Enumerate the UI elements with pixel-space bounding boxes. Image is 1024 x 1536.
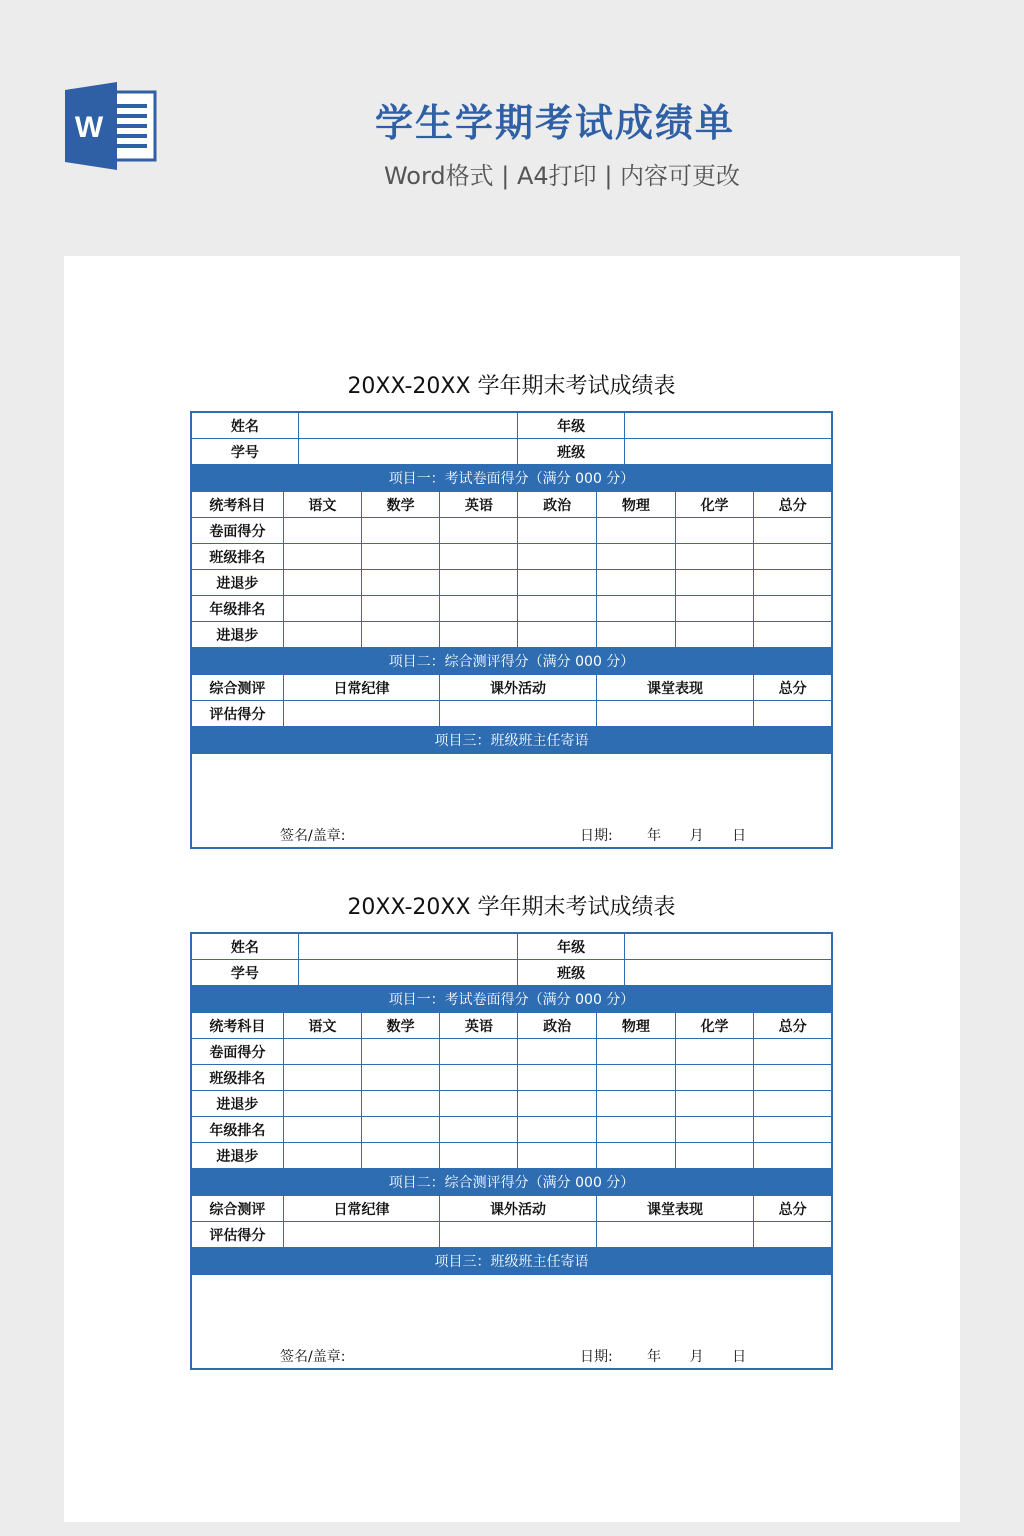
table-row — [191, 518, 832, 544]
score-table — [190, 932, 833, 1370]
score-cell[interactable] — [440, 1143, 518, 1169]
score-cell[interactable] — [675, 1117, 753, 1143]
table-row — [191, 701, 832, 727]
score-cell[interactable] — [518, 570, 596, 596]
score-cell[interactable] — [362, 1039, 440, 1065]
date-label: 日期: — [580, 1349, 613, 1365]
date-label: 日期: — [580, 828, 613, 844]
score-cell[interactable] — [596, 544, 675, 570]
subject-chemistry: 化学 — [675, 492, 753, 518]
class-field[interactable] — [624, 960, 832, 986]
comment-area[interactable] — [191, 1275, 832, 1370]
eval-discipline: 日常纪律 — [283, 675, 439, 701]
score-cell[interactable] — [518, 1065, 596, 1091]
row-label: 班级排名 — [191, 1065, 283, 1091]
date-year: 年 — [647, 828, 662, 844]
score-cell[interactable] — [518, 518, 596, 544]
score-cell[interactable] — [283, 1065, 361, 1091]
score-cell[interactable] — [754, 1143, 832, 1169]
score-cell[interactable] — [440, 544, 518, 570]
score-cell[interactable] — [596, 1117, 675, 1143]
row-label: 卷面得分 — [191, 518, 283, 544]
score-cell[interactable] — [362, 596, 440, 622]
table-row — [191, 570, 832, 596]
row-label: 进退步 — [191, 1143, 283, 1169]
score-cell[interactable] — [675, 544, 753, 570]
row-label: 进退步 — [191, 1091, 283, 1117]
date-month: 月 — [689, 1349, 704, 1365]
eval-cell[interactable] — [596, 701, 753, 727]
page-subtitle: Word格式 | A4打印 | 内容可更改 — [383, 162, 741, 190]
class-label: 班级 — [518, 960, 624, 986]
subject-politics: 政治 — [518, 492, 596, 518]
score-cell[interactable] — [440, 1065, 518, 1091]
score-cell[interactable] — [754, 1039, 832, 1065]
score-cell[interactable] — [362, 1117, 440, 1143]
score-cell[interactable] — [518, 596, 596, 622]
row-label: 卷面得分 — [191, 1039, 283, 1065]
score-cell[interactable] — [596, 622, 675, 648]
score-cell[interactable] — [362, 1065, 440, 1091]
row-label: 年级排名 — [191, 596, 283, 622]
score-cell[interactable] — [283, 1143, 361, 1169]
eval-classroom: 课堂表现 — [596, 1196, 753, 1222]
subject-politics: 政治 — [518, 1013, 596, 1039]
score-cell[interactable] — [362, 622, 440, 648]
score-cell[interactable] — [518, 1091, 596, 1117]
page-title: 学生学期考试成绩单 — [374, 101, 735, 145]
eval-cell[interactable] — [283, 701, 439, 727]
score-cell[interactable] — [596, 570, 675, 596]
id-field[interactable] — [298, 960, 518, 986]
date-year: 年 — [647, 1349, 662, 1365]
score-cell[interactable] — [362, 1091, 440, 1117]
name-field[interactable] — [298, 933, 518, 960]
class-label: 班级 — [518, 439, 624, 465]
eval-total: 总分 — [754, 1196, 832, 1222]
grade-field[interactable] — [624, 933, 832, 960]
score-cell[interactable] — [362, 544, 440, 570]
score-cell[interactable] — [675, 1065, 753, 1091]
subject-header: 统考科目 — [191, 492, 283, 518]
score-cell[interactable] — [754, 596, 832, 622]
score-cell[interactable] — [440, 622, 518, 648]
subject-math: 数学 — [362, 1013, 440, 1039]
score-cell[interactable] — [596, 1065, 675, 1091]
score-cell[interactable] — [596, 1039, 675, 1065]
score-cell[interactable] — [518, 1117, 596, 1143]
score-cell[interactable] — [283, 1117, 361, 1143]
score-cell[interactable] — [754, 1117, 832, 1143]
section-exam-header: 项目一：考试卷面得分（满分 000 分） — [191, 465, 832, 492]
score-cell[interactable] — [283, 596, 361, 622]
section-comment-header: 项目三：班级班主任寄语 — [191, 727, 832, 754]
score-cell[interactable] — [518, 622, 596, 648]
eval-cell[interactable] — [754, 701, 832, 727]
eval-header: 综合测评 — [191, 1196, 283, 1222]
sheet-title: 20XX-20XX 学年期末考试成绩表 — [347, 374, 676, 399]
score-cell[interactable] — [596, 1143, 675, 1169]
page-header — [0, 0, 1024, 240]
eval-cell[interactable] — [440, 1222, 596, 1248]
table-row — [191, 1117, 832, 1143]
row-label: 年级排名 — [191, 1117, 283, 1143]
row-label: 进退步 — [191, 622, 283, 648]
id-field[interactable] — [298, 439, 518, 465]
subject-english: 英语 — [440, 492, 518, 518]
subject-math: 数学 — [362, 492, 440, 518]
score-cell[interactable] — [596, 1091, 675, 1117]
id-label: 学号 — [191, 960, 298, 986]
score-cell[interactable] — [362, 1143, 440, 1169]
row-label: 评估得分 — [191, 701, 283, 727]
subject-chinese: 语文 — [283, 492, 361, 518]
eval-activities: 课外活动 — [440, 675, 596, 701]
score-cell[interactable] — [675, 518, 753, 544]
table-row — [191, 1222, 832, 1248]
date-day: 日 — [732, 1349, 747, 1365]
row-label: 班级排名 — [191, 544, 283, 570]
sign-label: 签名/盖章: — [280, 1349, 346, 1365]
section-comment-header: 项目三：班级班主任寄语 — [191, 1248, 832, 1275]
eval-cell[interactable] — [596, 1222, 753, 1248]
score-cell[interactable] — [440, 1117, 518, 1143]
sign-label: 签名/盖章: — [280, 828, 346, 844]
id-label: 学号 — [191, 439, 298, 465]
score-cell[interactable] — [362, 518, 440, 544]
section-eval-header: 项目二：综合测评得分（满分 000 分） — [191, 648, 832, 675]
subject-chinese: 语文 — [283, 1013, 361, 1039]
table-row — [191, 1039, 832, 1065]
score-cell[interactable] — [518, 1039, 596, 1065]
eval-cell[interactable] — [283, 1222, 439, 1248]
section-exam-header: 项目一：考试卷面得分（满分 000 分） — [191, 986, 832, 1013]
score-cell[interactable] — [283, 570, 361, 596]
eval-classroom: 课堂表现 — [596, 675, 753, 701]
table-row — [191, 1143, 832, 1169]
eval-cell[interactable] — [754, 1222, 832, 1248]
grade-label: 年级 — [518, 933, 624, 960]
score-cell[interactable] — [754, 518, 832, 544]
score-cell[interactable] — [283, 544, 361, 570]
comment-area[interactable] — [191, 754, 832, 849]
eval-cell[interactable] — [440, 701, 596, 727]
subject-physics: 物理 — [596, 492, 675, 518]
date-line — [580, 1346, 746, 1366]
date-month: 月 — [689, 828, 704, 844]
score-cell[interactable] — [440, 518, 518, 544]
subject-total: 总分 — [754, 1013, 832, 1039]
table-row — [191, 622, 832, 648]
score-cell[interactable] — [754, 1065, 832, 1091]
eval-total: 总分 — [754, 675, 832, 701]
score-cell[interactable] — [440, 1091, 518, 1117]
score-cell[interactable] — [675, 622, 753, 648]
score-cell[interactable] — [754, 544, 832, 570]
score-cell[interactable] — [675, 596, 753, 622]
subject-physics: 物理 — [596, 1013, 675, 1039]
date-line — [580, 825, 746, 845]
score-cell[interactable] — [675, 1143, 753, 1169]
table-row — [191, 1065, 832, 1091]
score-cell[interactable] — [440, 1039, 518, 1065]
row-label: 进退步 — [191, 570, 283, 596]
grade-label: 年级 — [518, 412, 624, 439]
date-day: 日 — [732, 828, 747, 844]
table-row — [191, 544, 832, 570]
subject-header: 统考科目 — [191, 1013, 283, 1039]
score-cell[interactable] — [283, 518, 361, 544]
score-table — [190, 411, 833, 849]
score-cell[interactable] — [440, 596, 518, 622]
logo-letter: W — [74, 111, 104, 144]
score-cell[interactable] — [283, 622, 361, 648]
score-cell[interactable] — [518, 544, 596, 570]
score-cell[interactable] — [675, 570, 753, 596]
grade-field[interactable] — [624, 412, 832, 439]
score-cell[interactable] — [362, 570, 440, 596]
section-eval-header: 项目二：综合测评得分（满分 000 分） — [191, 1169, 832, 1196]
table-row — [191, 596, 832, 622]
score-cell[interactable] — [675, 1091, 753, 1117]
table-row — [191, 1091, 832, 1117]
eval-discipline: 日常纪律 — [283, 1196, 439, 1222]
name-label: 姓名 — [191, 412, 298, 439]
class-field[interactable] — [624, 439, 832, 465]
name-label: 姓名 — [191, 933, 298, 960]
score-cell[interactable] — [283, 1039, 361, 1065]
row-label: 评估得分 — [191, 1222, 283, 1248]
subject-total: 总分 — [754, 492, 832, 518]
eval-activities: 课外活动 — [440, 1196, 596, 1222]
score-cell[interactable] — [596, 518, 675, 544]
score-cell[interactable] — [283, 1091, 361, 1117]
score-cell[interactable] — [518, 1143, 596, 1169]
sheet-title: 20XX-20XX 学年期末考试成绩表 — [347, 895, 676, 920]
score-cell[interactable] — [754, 1091, 832, 1117]
score-cell[interactable] — [440, 570, 518, 596]
score-cell[interactable] — [754, 622, 832, 648]
subject-english: 英语 — [440, 1013, 518, 1039]
eval-header: 综合测评 — [191, 675, 283, 701]
subject-chemistry: 化学 — [675, 1013, 753, 1039]
score-cell[interactable] — [754, 570, 832, 596]
score-cell[interactable] — [675, 1039, 753, 1065]
score-cell[interactable] — [596, 596, 675, 622]
name-field[interactable] — [298, 412, 518, 439]
